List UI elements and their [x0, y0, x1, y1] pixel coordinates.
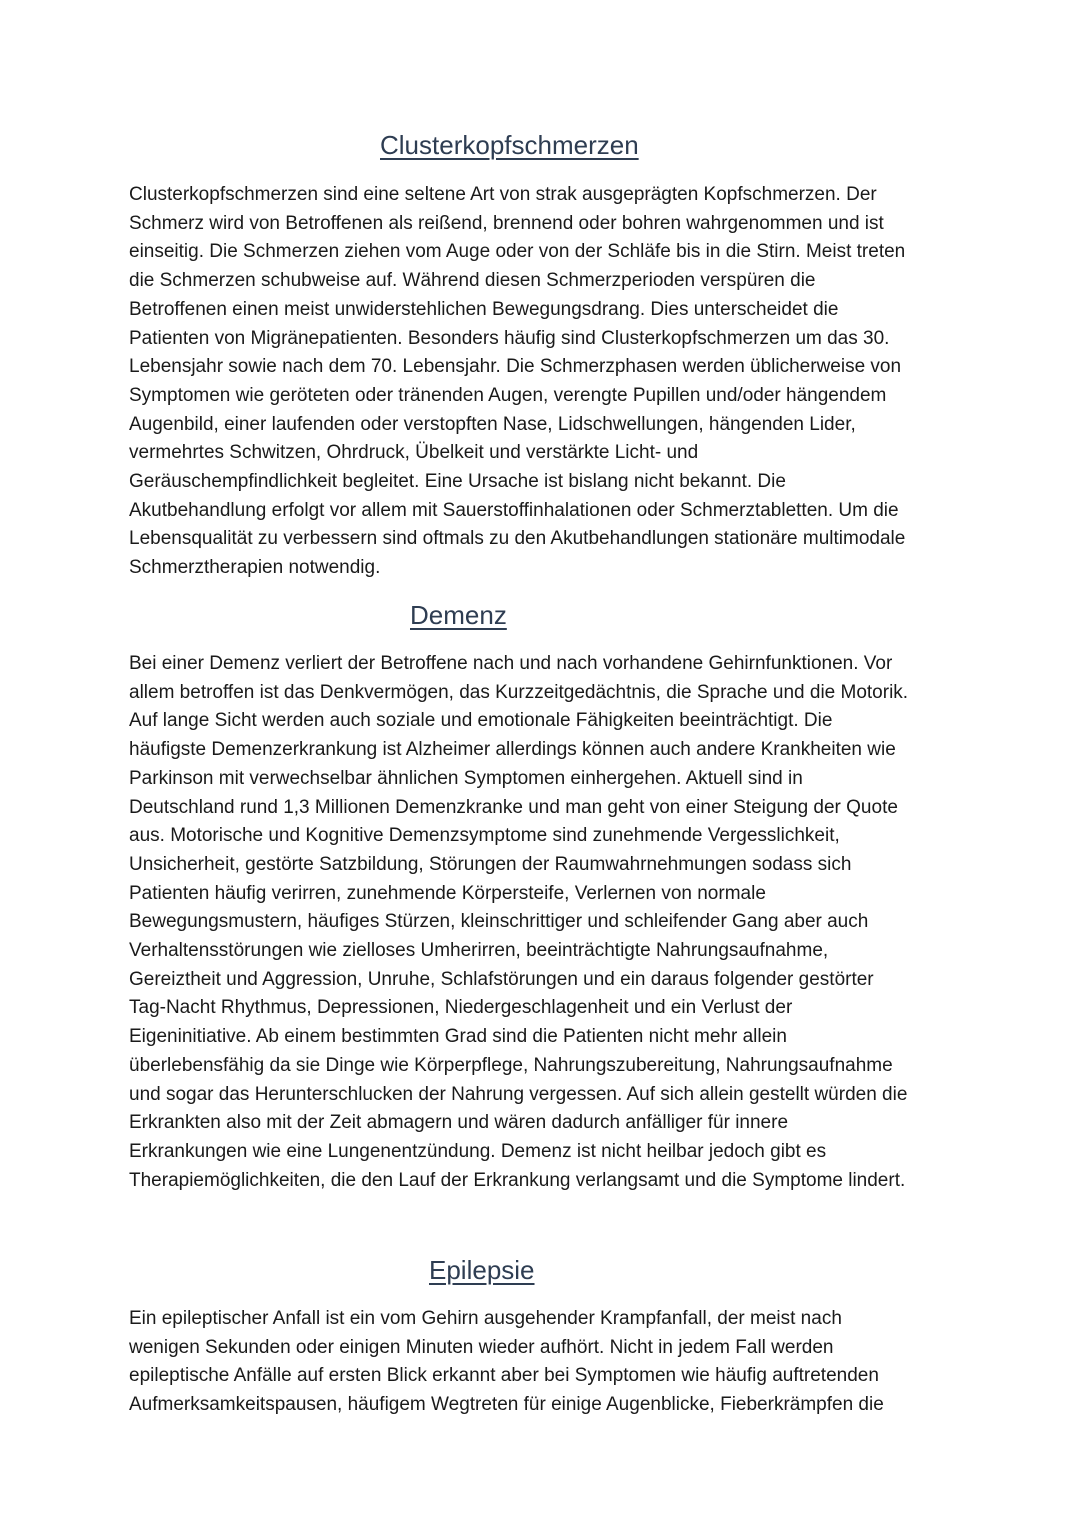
- text-line: Patienten von Migränepatienten. Besonders häufig sind Clusterkopfschmerzen um das 30.: [129, 327, 890, 349]
- text-line: Eigeninitiative. Ab einem bestimmten Grad sind die Patienten nicht mehr allein: [129, 1026, 787, 1048]
- text-line: Akutbehandlung erfolgt vor allem mit Sauerstoffinhalationen oder Schmerztabletten. Um die: [129, 499, 899, 521]
- text-line: Erkrankten also mit der Zeit abmagern und wären dadurch anfälliger für innere: [129, 1112, 789, 1134]
- text-line: Lebensjahr sowie nach dem 70. Lebensjahr. Die Schmerzphasen werden üblicherweise von: [129, 356, 902, 378]
- text-line: Augenbild, einer laufenden oder verstopften Nase, Lidschwellungen, hängenden Lider,: [129, 413, 856, 435]
- text-line: Parkinson mit verwechselbar ähnlichen Symptomen einhergehen. Aktuell sind in: [129, 767, 803, 789]
- text-line: Ein epileptischer Anfall ist ein vom Gehirn ausgehender Krampfanfall, der meist nach: [129, 1308, 842, 1329]
- text-line: epileptische Anfälle auf ersten Blick erkannt aber bei Symptomen wie häufig auftretenden: [129, 1365, 879, 1387]
- heading-clusterkopfschmerzen: Clusterkopfschmerzen: [380, 130, 639, 160]
- text-line: Bewegungsmustern, häufiges Stürzen, kleinschrittiger und schleifender Gang aber auch: [129, 911, 869, 933]
- text-line: die Schmerzen schubweise auf. Während diesen Schmerzperioden verspüren die: [129, 270, 816, 292]
- paragraph-demenz: [129, 650, 954, 1195]
- text-line: Auf lange Sicht werden auch soziale und emotionale Fähigkeiten beeinträchtigt. Die: [129, 710, 833, 732]
- text-line: vermehrtes Schwitzen, Ohrdruck, Übelkeit und verstärkte Licht- und: [129, 442, 699, 464]
- text-line: Lebensqualität zu verbessern sind oftmals zu den Akutbehandlungen stationäre multimodale: [129, 528, 906, 550]
- text-line: wenigen Sekunden oder einigen Minuten wieder aufhört. Nicht in jedem Fall werden: [129, 1336, 834, 1358]
- text-line: Clusterkopfschmerzen sind eine seltene Art von strak ausgeprägten Kopfschmerzen. Der: [129, 184, 877, 205]
- text-line: Verhaltensstörungen wie zielloses Umherirren, beeinträchtigte Nahrungsaufnahme,: [129, 940, 829, 962]
- text-line: Aufmerksamkeitspausen, häufigem Wegtreten für einige Augenblicke, Fieberkrämpfen die: [129, 1394, 884, 1416]
- text-line: Therapiemöglichkeiten, die den Lauf der Erkrankung verlangsamt und die Symptome lindert.: [129, 1169, 906, 1191]
- paragraph-clusterkopfschmerzen: [129, 181, 954, 583]
- text-line: und sogar das Herunterschlucken der Nahrung vergessen. Auf sich allein gestellt würden die: [129, 1083, 908, 1105]
- text-line: Unsicherheit, gestörte Satzbildung, Störungen der Raumwahrnehmungen sodass sich: [129, 853, 852, 875]
- paragraph-epilepsie: [129, 1305, 954, 1420]
- heading-demenz: Demenz: [410, 600, 507, 630]
- text-line: Gereiztheit und Aggression, Unruhe, Schlafstörungen und ein daraus folgender gestörter: [129, 968, 874, 990]
- text-line: häufigste Demenzerkrankung ist Alzheimer allerdings können auch andere Krankheiten wie: [129, 739, 896, 761]
- text-line: Betroffenen einen meist unwiderstehlichen Bewegungsdrang. Dies unterscheidet die: [129, 298, 839, 320]
- text-line: einseitig. Die Schmerzen ziehen vom Auge oder von der Schläfe bis in die Stirn. Meist treten: [129, 241, 906, 263]
- text-line: Schmerz wird von Betroffenen als reißend, brennend oder bohren wahrgenommen und ist: [129, 212, 884, 234]
- heading-epilepsie: Epilepsie: [429, 1255, 535, 1285]
- text-line: Patienten häufig verirren, zunehmende Körpersteife, Verlernen von normale: [129, 882, 766, 904]
- text-line: Schmerztherapien notwendig.: [129, 557, 381, 579]
- text-line: Tag-Nacht Rhythmus, Depressionen, Niedergeschlagenheit und ein Verlust der: [129, 997, 793, 1019]
- text-line: Bei einer Demenz verliert der Betroffene nach und nach vorhandene Gehirnfunktionen. Vor: [129, 653, 893, 674]
- text-line: Geräuschempfindlichkeit begleitet. Eine Ursache ist bislang nicht bekannt. Die: [129, 471, 786, 493]
- text-line: allem betroffen ist das Denkvermögen, das Kurzzeitgedächtnis, die Sprache und die Motorik.: [129, 681, 909, 703]
- text-line: Erkrankungen wie eine Lungenentzündung. Demenz ist nicht heilbar jedoch gibt es: [129, 1140, 827, 1162]
- text-line: Symptomen wie geröteten oder tränenden Augen, verengte Pupillen und/oder hängendem: [129, 384, 887, 406]
- text-line: überlebensfähig da sie Dinge wie Körperpflege, Nahrungszubereitung, Nahrungsaufnahme: [129, 1054, 893, 1076]
- text-line: aus. Motorische und Kognitive Demenzsymptome sind zunehmende Vergesslichkeit,: [129, 825, 840, 847]
- text-line: Deutschland rund 1,3 Millionen Demenzkranke und man geht von einer Steigung der Quote: [129, 796, 898, 818]
